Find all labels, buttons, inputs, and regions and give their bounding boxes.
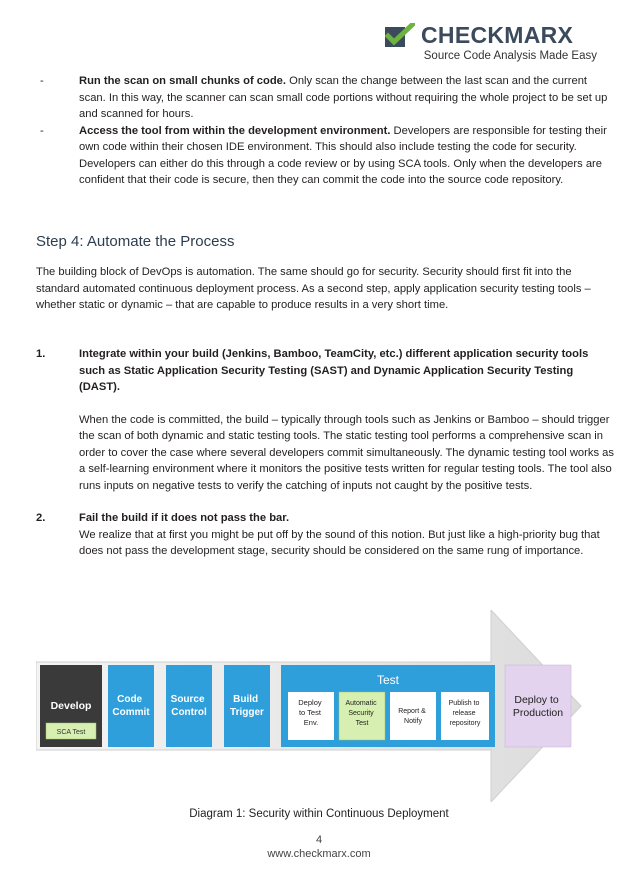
deploy-production-box (505, 665, 571, 747)
deploy-production-label (513, 694, 563, 719)
checkmark-logo-icon (385, 23, 415, 47)
deploy-test-line: Deploy (298, 698, 322, 707)
develop-label: Develop (50, 700, 92, 712)
source-control-line: Source (170, 694, 205, 705)
footer-url: www.checkmarx.com (267, 848, 371, 860)
auto-test-line: Security (348, 710, 374, 717)
item-body: We realize that at first you might be put off by the sound of this notion. But just like a high-priority bug that does not pass the development stage, security should be considered on the same rung of importance. (79, 528, 600, 557)
item-heading: Fail the build if it does not pass the bar. (79, 512, 290, 524)
deploy-production-line: Deploy to (514, 694, 559, 706)
code-commit-line: Commit (112, 707, 150, 718)
publish-line: repository (449, 720, 481, 727)
build-trigger-line: Build (233, 694, 259, 705)
publish-line: Publish to (448, 700, 480, 707)
source-control-line: Control (171, 707, 207, 718)
intro-paragraph: The building block of DevOps is automation. The same should go for security. Security should first fit into the standard automated continuous deployment process. As a second step, apply application security testing tools – whether static or dynamic – that are capable to produce results in a very short time. (36, 266, 591, 311)
page-number: 4 (315, 834, 323, 846)
bullet-text: Only scan the change between the last scan and the current scan. In this way, the scanner can scan small code portions without requiring the whole project to be set up and scanned for hours. (79, 75, 608, 120)
bullet-bold: Access the tool from within the development environment. (79, 124, 391, 137)
report-line: Notify (404, 718, 422, 725)
bullet-text: Developers are responsible for testing their own code within their chosen IDE environment. This should also include testing the code for security. Developers can either do this through a code review or by using SCA tools. Only when the developers are confident that their code is secure, then they can commit the code into the source code repository. (79, 124, 607, 186)
code-commit-box (108, 665, 154, 747)
item-heading: Integrate within your build (Jenkins, Bamboo, TeamCity, etc.) different application security tools such as Static Application Security Testing (SAST) and Dynamic Application Security Testing (DAST). (79, 348, 589, 393)
auto-test-line: Automatic (345, 700, 377, 707)
code-commit-line: Code (117, 694, 143, 705)
deploy-test-line: to Test (298, 708, 321, 717)
list-item (36, 346, 616, 494)
publish-line: release (452, 710, 476, 717)
source-control-box (166, 665, 212, 747)
brand-logo (385, 22, 600, 68)
list-item (36, 510, 616, 560)
diagram-caption: Diagram 1: Security within Continuous Deployment (189, 808, 449, 820)
bullet-list (36, 73, 616, 189)
list-item (36, 73, 616, 123)
build-trigger-line: Trigger (230, 707, 264, 718)
list-item (36, 123, 616, 189)
brand-name: CHECKMARX (421, 22, 574, 48)
test-label: Test (376, 673, 400, 687)
build-trigger-box (224, 665, 270, 747)
sca-test-label: SCA Test (56, 729, 86, 736)
deployment-diagram (36, 610, 596, 802)
numbered-list (36, 346, 616, 560)
deploy-test-line: Env. (303, 718, 319, 727)
item-body: When the code is committed, the build – typically through tools such as Jenkins or Bamboo – should trigger the scan of both dynamic and static testing tools. The static testing tool performs a comprehensive scan in order to cover the case where several developers commit simultaneously. The dynamic testing tool works as a self-learning environment where it monitors the positive tests written for regular testing tools. The tool also runs inputs on negative tests to verify the catching of inputs not caught by the positive tests. (79, 413, 614, 492)
bullet-bold: Run the scan on small chunks of code. (79, 75, 287, 87)
auto-test-line: Test (355, 720, 369, 727)
item-number: 2. (36, 512, 46, 524)
bullet-marker: - (40, 75, 44, 87)
deploy-production-line: Production (512, 707, 564, 719)
item-number: 1. (36, 348, 46, 360)
publish-release-label (449, 700, 482, 727)
brand-tagline: Source Code Analysis Made Easy (423, 50, 597, 62)
report-line: Report & (398, 708, 426, 715)
section-heading: Step 4: Automate the Process (36, 233, 235, 250)
report-notify-box (390, 692, 436, 740)
bullet-marker: - (40, 124, 44, 137)
